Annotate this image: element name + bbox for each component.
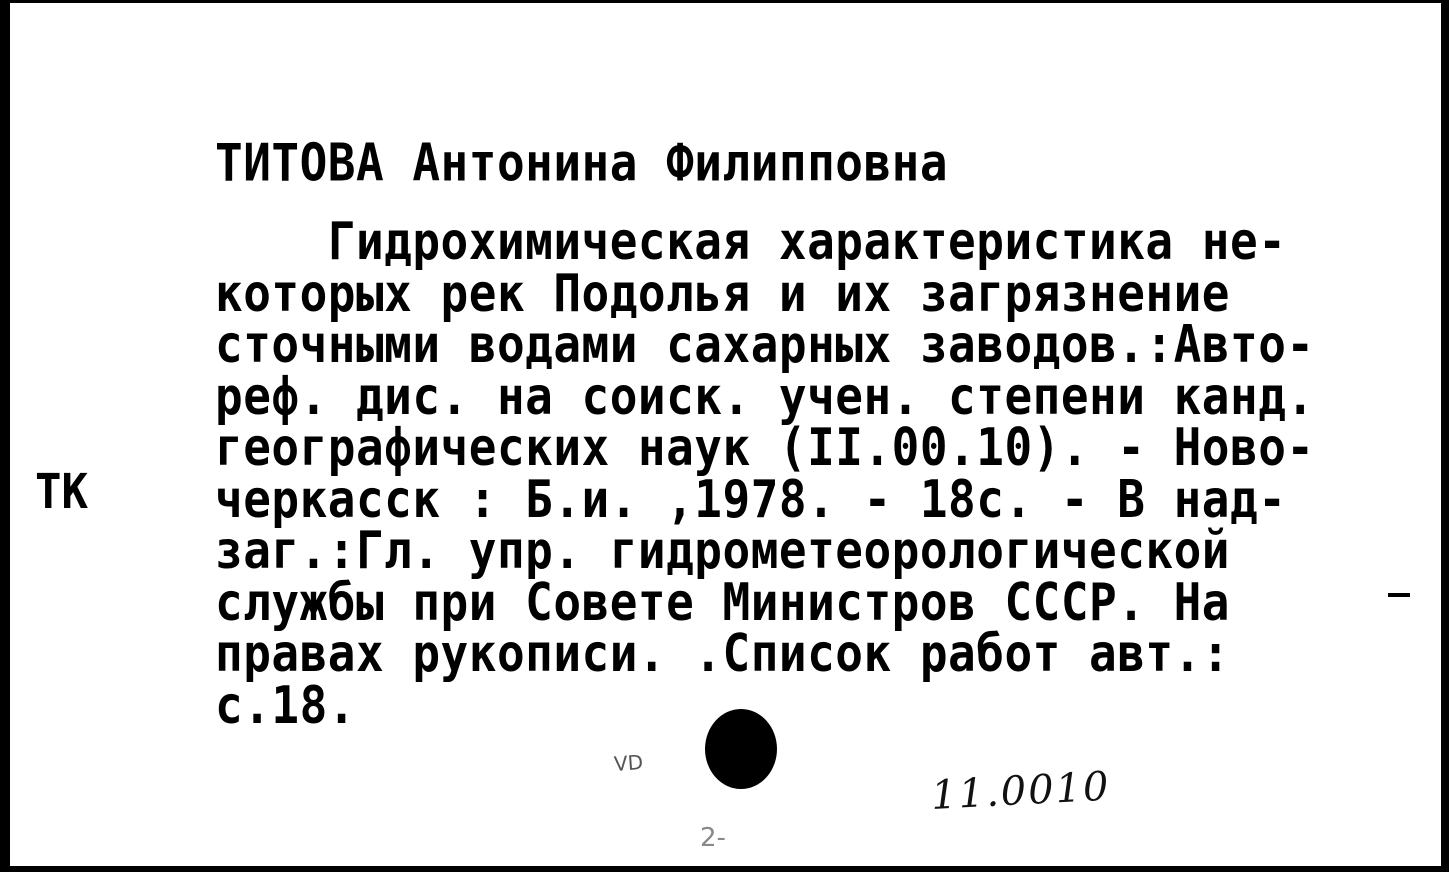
description-line: географических наук (II.00.10). - Ново- <box>215 416 1315 478</box>
description-line: черкасск : Б.и. ,1978. - 18с. - В над- <box>215 468 1287 529</box>
description-line: правах рукописи. .Список работ авт.: <box>215 622 1230 684</box>
punch-hole <box>705 709 777 789</box>
description-line: Гидрохимическая характеристика не- <box>215 210 1287 272</box>
description-line: с.18. <box>215 674 356 735</box>
description-line: реф. дис. на соиск. учен. степени канд. <box>215 365 1315 426</box>
description-line: заг.:Гл. упр. гидрометеорологической <box>215 519 1230 581</box>
margin-dash <box>1388 593 1410 597</box>
description-line: службы при Совете Министров СССР. На <box>215 571 1230 632</box>
small-stamp: VD <box>613 750 644 776</box>
bibliographic-description <box>215 210 1315 735</box>
faint-mark: 2- <box>700 823 726 853</box>
shelf-mark: ТК <box>35 463 88 520</box>
handwritten-number: 11.0010 <box>930 763 1112 819</box>
author-name: ТИТОВА Антонина Филипповна <box>215 132 949 193</box>
description-line: которых рек Подолья и их загрязнение <box>215 262 1230 323</box>
description-line: сточными водами сахарных заводов.:Авто- <box>215 313 1315 375</box>
